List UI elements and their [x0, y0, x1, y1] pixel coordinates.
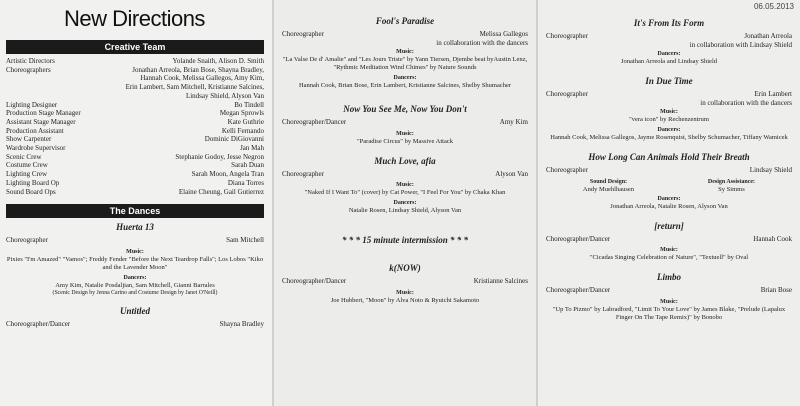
credit-name: Hannah Cook	[753, 234, 792, 243]
music-text: "Cicadas Singing Celebration of Nature", "Textuell" by Oval	[589, 254, 749, 261]
crew-row	[6, 161, 264, 170]
program-panel-middle	[274, 0, 536, 406]
dancers-text: Hannah Cook, Brian Bose, Erin Lambert, Kristianne Salcines, Shelby Shumacher	[298, 82, 512, 89]
crew-role: Lighting Board Op	[6, 178, 60, 187]
music-label: Music:	[396, 289, 414, 296]
dance-title: In Due Time	[645, 76, 693, 86]
crew-row	[6, 170, 264, 179]
credit-row	[546, 166, 792, 175]
dancers-text: Natalie Rosen, Lindsay Shield, Alyson Van	[348, 207, 462, 214]
date-stamp: 06.05.2013	[753, 2, 794, 11]
crew-role: Choreographers	[6, 65, 51, 74]
credit-name: Kristianne Salcines	[473, 277, 528, 285]
music-label: Music:	[660, 109, 678, 115]
dance-title: It's From Its Form	[633, 18, 705, 28]
dance-title: [return]	[654, 220, 684, 231]
crew-role: Production Stage Manager	[6, 109, 81, 118]
crew-row	[6, 188, 264, 197]
crew-names: Bo Tindell	[234, 100, 264, 109]
music-label: Music:	[660, 298, 678, 305]
dance-title: Untitled	[119, 305, 150, 316]
music-text: Pixies "I'm Amazed" "Vamos"; Freddy Fender "Before the Next Teardrop Falls"; Los Lobos "Kiko and the Lavender Moon"	[6, 255, 264, 271]
crew-role: Production Assistant	[6, 126, 64, 135]
credit-row	[282, 30, 528, 47]
dance-title: Now You See Me, Now You Don't	[343, 104, 467, 114]
music-text: "Paradise Circus" by Massive Attack	[357, 137, 453, 145]
credit-row	[546, 286, 792, 295]
crew-role: Costume Crew	[6, 161, 48, 170]
credit-name: Shayna Bradley	[219, 319, 264, 328]
music-text: "Naked If I Want To" (cover) by Cat Power, "I Feel For You" by Chaka Khan	[304, 189, 506, 196]
music-text: Joe Hubbert, "Moon" by Alva Noto & Ryuichi Sakamoto	[330, 296, 480, 304]
crew-names: Kelli Fernando	[221, 126, 264, 135]
dance-title: Huerta 13	[116, 222, 154, 233]
credit-name: Amy Kim	[499, 118, 528, 126]
credit-row	[282, 118, 528, 127]
dances-header: The Dances	[6, 204, 264, 218]
credit-row	[282, 170, 528, 179]
music-text: "Up To Pizmo" by Labradford, "Limit To Your Love" by James Blake, "Prelude (Lapalux Finger On The Tape Remix)" by Bonobo	[552, 305, 786, 321]
music-label: Music:	[396, 49, 414, 55]
crew-role: Assistant Stage Manager	[6, 117, 76, 126]
credit-role: Choreographer	[546, 32, 588, 40]
credit-role: Choreographer/Dancer	[282, 118, 347, 126]
dancers-label: Dancers:	[657, 195, 681, 202]
creative-team-list	[6, 57, 264, 196]
credit-role: Choreographer	[282, 169, 324, 178]
credit-role: Choreographer/Dancer	[546, 234, 611, 243]
music-text: "La Valse De d' Amalie" and "Les Jours Triste" by Yann Tiersen, Djembe beat byAustin Lenz, "Rythmic Meditation Wind Chimes" by Nature Sounds	[282, 56, 528, 71]
crew-row	[6, 153, 264, 162]
program-panel-right	[538, 0, 800, 406]
crew-row	[6, 135, 264, 144]
credit-row	[6, 320, 264, 329]
music-label: Music:	[396, 130, 414, 137]
dance-title: How Long Can Animals Hold Their Breath	[588, 152, 750, 162]
crew-names: Jonathan Arreola, Brian Bose, Shayna Bradley,	[132, 65, 264, 74]
dancers-text: Jonathan Arreola, Natalie Rosen, Alyson Van	[610, 202, 728, 210]
crew-row	[6, 57, 264, 66]
crew-names-continued: Lindsay Shield, Alyson Van	[185, 91, 264, 100]
crew-role: Show Carpenter	[6, 135, 52, 144]
credit-name: Melissa Gallegos in collaboration with the dancers	[436, 30, 528, 47]
dancers-label: Dancers:	[123, 274, 147, 281]
crew-names: Dominic DiGiovanni	[204, 135, 264, 144]
credit-name: Erin Lambert in collaboration with the dancers	[700, 90, 792, 107]
music-label: Music:	[126, 248, 144, 255]
program-title: New Directions	[64, 6, 205, 31]
credit-role: Choreographer/Dancer	[282, 277, 347, 285]
crew-role: Scenic Crew	[6, 152, 42, 161]
design-credits	[546, 179, 792, 194]
crew-names: Stephanie Godoy, Jesse Negron	[175, 152, 264, 161]
credit-row	[546, 90, 792, 107]
crew-role: Lighting Crew	[6, 170, 48, 179]
credit-role: Choreographer	[546, 166, 588, 174]
dancers-text: Hannah Cook, Melissa Gallegos, Jayme Rosenquist, Shelby Schumacher, Tiffany Wamicek	[550, 134, 788, 141]
crew-names: Diana Torres	[227, 178, 264, 187]
crew-row	[6, 127, 264, 136]
crew-role: Wardrobe Supervisor	[6, 144, 66, 153]
crew-names: Megan Sprowls	[219, 109, 264, 118]
credit-name: Brian Bose	[760, 286, 792, 294]
crew-names: Jan Mah	[240, 144, 264, 153]
dance-title: k(NOW)	[389, 263, 421, 273]
dancers-text: Jonathan Arreola and Lindsay Shield	[620, 58, 718, 65]
dance-title: Much Love, afia	[374, 155, 436, 166]
crew-names: Sarah Moon, Angela Tran	[191, 170, 264, 179]
sound-design: Sound Design: Andy Muehlhausen	[582, 178, 635, 193]
crew-names-continued: Erin Lambert, Sam Mitchell, Kristianne Salcines,	[125, 83, 264, 92]
crew-row	[6, 101, 264, 110]
crew-names: Kate Guthrie	[227, 117, 264, 126]
credit-role: Choreographer/Dancer	[546, 286, 611, 294]
crew-role: Artistic Directors	[6, 57, 55, 65]
dance-title: Limbo	[657, 272, 681, 282]
credit-row	[546, 235, 792, 244]
credit-role: Choreographer	[282, 30, 324, 38]
crew-role: Sound Board Ops	[6, 187, 56, 196]
crew-row	[6, 179, 264, 188]
credit-name: Sam Mitchell	[226, 236, 264, 245]
program-panel-left	[0, 0, 272, 406]
dancers-label: Dancers:	[657, 51, 681, 57]
creative-team-header: Creative Team	[6, 40, 264, 54]
crew-names: Sarah Duan	[231, 161, 264, 170]
crew-names-continued: Hannah Cook, Melissa Gallegos, Amy Kim,	[140, 74, 264, 83]
music-label: Music:	[396, 182, 414, 188]
credit-row	[6, 236, 264, 245]
music-text: "vera icon" by Rechenzentrum	[629, 116, 709, 123]
credit-name: Alyson Van	[495, 169, 528, 178]
music-label: Music:	[660, 247, 678, 253]
dancers-label: Dancers:	[393, 200, 417, 206]
intermission-note: * * * 15 minute intermission * * *	[341, 235, 469, 245]
dance-title: Fool's Paradise	[375, 16, 435, 26]
design-credits: (Scenic Design by Jenna Carino and Costume Design by Janet O'Neill)	[52, 289, 218, 296]
dancers-label: Dancers:	[657, 127, 681, 133]
credit-name: Jonathan Arreola in collaboration with Lindsay Shield	[689, 32, 792, 49]
crew-row	[6, 66, 264, 75]
credit-name: Lindsay Shield	[749, 166, 792, 174]
dancers-text: Amy Kim, Natalie Posdaljian, Sam Mitchell, Gianni Barrales	[55, 281, 215, 289]
crew-row	[6, 144, 264, 153]
credit-role: Choreographer/Dancer	[6, 319, 71, 328]
crew-names: Elaine Cheung, Gail Gutierrez	[178, 187, 264, 196]
design-assistance: Design Assistance: Sy Simms	[707, 178, 756, 193]
dancers-label: Dancers:	[393, 75, 417, 81]
credit-role: Choreographer	[546, 90, 588, 98]
crew-names: Yolande Snaith, Alison D. Smith	[172, 57, 264, 65]
crew-row	[6, 118, 264, 127]
crew-role: Lighting Designer	[6, 100, 58, 109]
credit-row	[546, 32, 792, 49]
crew-row	[6, 109, 264, 118]
credit-row	[282, 277, 528, 286]
credit-role: Choreographer	[6, 236, 48, 245]
